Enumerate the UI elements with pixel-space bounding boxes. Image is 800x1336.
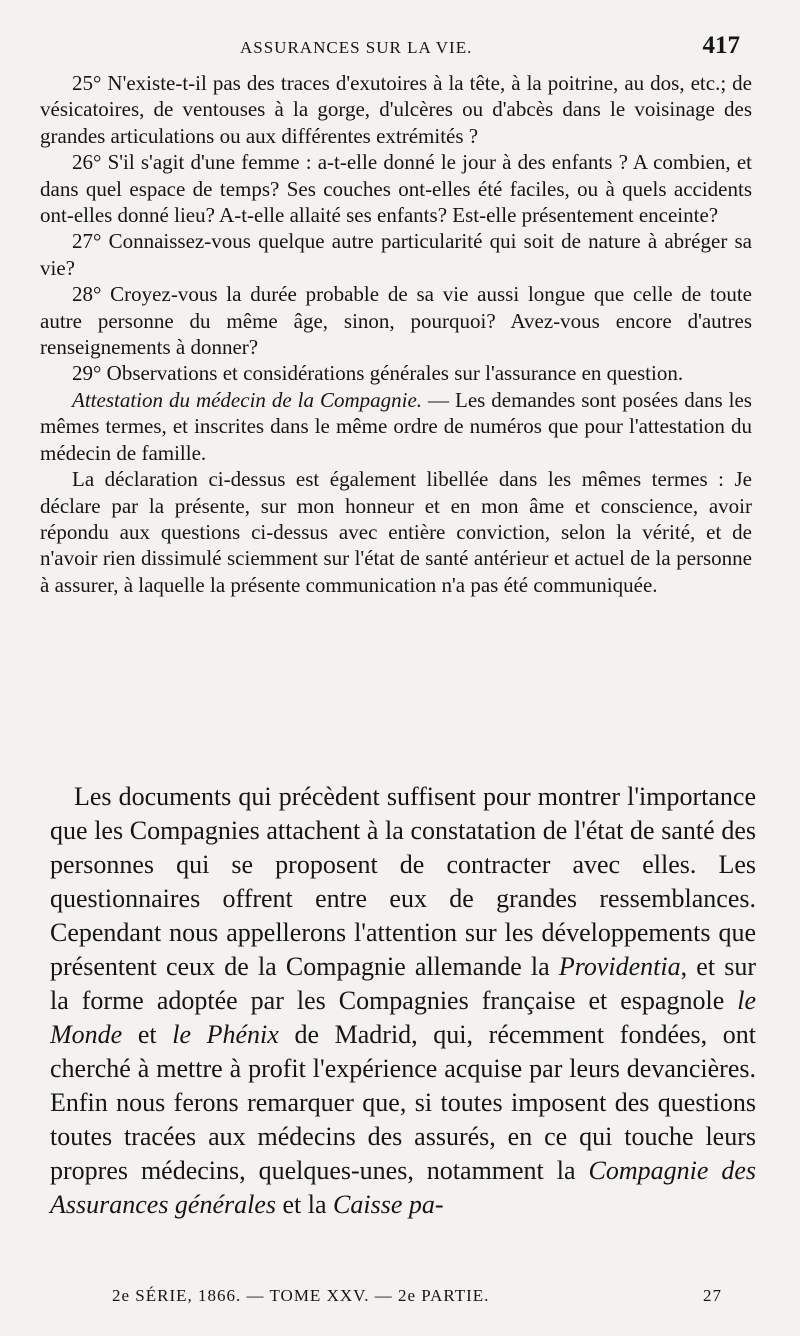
main-paragraph	[50, 780, 756, 1222]
question-28: 28° Croyez-vous la durée probable de sa vie aussi longue que celle de toute autre personne du même âge, sinon, pourquoi? Avez-vous encore d'autres renseignements à donner?	[40, 282, 752, 360]
attestation-text: — Les demandes sont posées dans les mêmes termes, et inscrites dans le même ordre de numéros que pour l'attestation du médecin de famille.	[40, 387, 752, 465]
running-header	[240, 32, 740, 60]
le-phenix-name: le Phénix	[172, 1020, 279, 1049]
main-paragraph-block	[50, 780, 756, 1222]
running-title: ASSURANCES SUR LA VIE.	[240, 38, 473, 57]
question-26: 26° S'il s'agit d'une femme : a-t-elle donné le jour à des enfants ? A combien, et dans quel espace de temps? Ses couches ont-elles été faciles, ou à quels accidents ont-elles donné lieu? A-t-elle allaité ses enfants? Est-elle présentement enceinte?	[40, 150, 752, 228]
question-27: 27° Connaissez-vous quelque autre particularité qui soit de nature à abréger sa vie?	[40, 229, 752, 280]
main-text-4: de Madrid, qui, récemment fondées, ont cherché à mettre à profit l'expérience acquise par leurs devancières. Enfin nous ferons remarquer que, si toutes imposent des questions toutes tracées aux médecins des assurés, en ce qui touche leurs propres médecins, quelques-unes, notamment la	[50, 1020, 757, 1185]
main-text-5: et la	[276, 1190, 334, 1219]
page-number: 417	[702, 32, 740, 59]
le-monde-name: le Monde	[50, 986, 756, 1049]
main-text-3: et	[122, 1020, 173, 1049]
attestation-paragraph	[40, 387, 752, 466]
footer-series: 2e SÉRIE, 1866. — TOME XXV. — 2e PARTIE.	[112, 1286, 490, 1305]
question-25: 25° N'existe-t-il pas des traces d'exutoires à la tête, à la poitrine, au dos, etc.; de vésicatoires, de ventouses à la gorge, d'ulcères ou d'abcès dans le voisinage des grandes articulations ou aux différentes extrémités ?	[40, 71, 752, 148]
attestation-title: Attestation du médecin de la Compagnie.	[72, 387, 423, 412]
main-text-2: , et sur la forme adoptée par les Compagnies française et espagnole	[50, 952, 756, 1015]
page-footer	[112, 1286, 722, 1306]
questionnaire-block	[40, 70, 752, 598]
declaration-paragraph: La déclaration ci-dessus est également libellée dans les mêmes termes : Je déclare par la présente, sur mon honneur et en mon âme et conscience, avoir répondu aux questions ci-dessus avec entière conviction, selon la vérité, et de n'avoir rien dissimulé sciemment sur l'état de santé antérieur et actuel de la personne à assurer, à laquelle la présente communication n'a pas été communiquée.	[40, 467, 752, 597]
compagnie-name: Compagnie des Assurances générales	[50, 1156, 756, 1219]
footer-signature: 27	[703, 1286, 722, 1305]
main-text-1: Les documents qui précèdent suffisent pour montrer l'importance que les Compagnies attachent à la constatation de l'état de santé des personnes qui se proposent de contracter avec elles. Les questionnaires offrent entre eux de grandes ressemblances. Cependant nous appellerons l'attention sur les développements que présentent ceux de la Compagnie allemande la	[50, 782, 756, 981]
providentia-name: Providentia	[558, 952, 681, 981]
question-29: 29° Observations et considérations générales sur l'assurance en question.	[72, 361, 684, 386]
caisse-name: Caisse pa-	[333, 1190, 444, 1219]
